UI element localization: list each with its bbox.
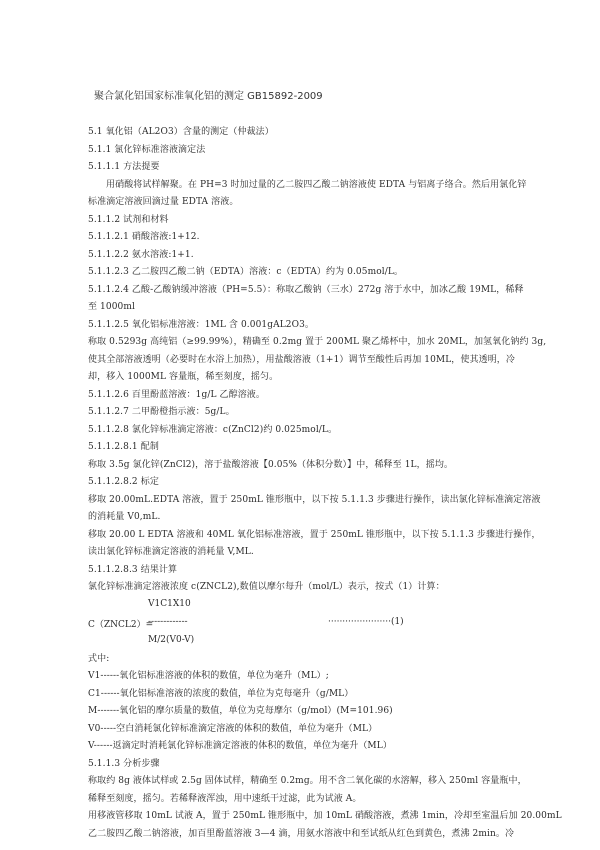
formula-numerator: V1C1X10 xyxy=(148,598,191,609)
paragraph-line: 氯化锌标准滴定溶液浓度 c(ZNCL2),数值以摩尔每升（mol/L）表示，按式（1）计算： xyxy=(88,582,445,592)
paragraph-line: 读出氯化锌标准滴定溶液的消耗量 V,ML. xyxy=(88,547,254,557)
section-heading: 5.1 氧化铝（AL2O3）含量的测定（仲裁法） xyxy=(88,127,274,137)
paragraph-line: 至 1000ml xyxy=(88,302,135,312)
reagent-item: 5.1.1.2.3 乙二胺四乙酸二钠（EDTA）溶液：c（EDTA）约为 0.05mol/L。 xyxy=(88,267,404,277)
paragraph-line: 用移液管移取 10mL 试液 A，置于 250mL 锥形瓶中，加 10mL 硝酸溶液，煮沸 1min，冷却至室温后加 20.00mL xyxy=(88,811,562,821)
legend-item: C1------氧化铝标准溶液的浓度的数值，单位为克每毫升（g/ML） xyxy=(88,688,354,699)
formula-denominator: M/2(V0-V) xyxy=(148,634,195,645)
reagent-item: 5.1.1.2.8 氯化锌标准滴定溶液：c(ZnCl2)约 0.025mol/L。 xyxy=(88,424,338,435)
reagent-item: 5.1.1.2.5 氧化铝标准溶液：1ML 含 0.001gAL2O3。 xyxy=(88,319,315,330)
reagent-item: 5.1.1.2.1 硝酸溶液:1+12. xyxy=(88,232,200,242)
paragraph-line: 标准滴定溶液回滴过量 EDTA 溶液。 xyxy=(88,197,239,207)
paragraph-line: 乙二胺四乙酸二钠溶液，加百里酚蓝溶液 3—4 滴，用氨水溶液中和至试纸从红色到黄色，煮沸 2min。冷 xyxy=(88,828,515,839)
paragraph-line: 使其全部溶液透明（必要时在水浴上加热），用盐酸溶液（1+1）调节至酸性后再加 10ML，使其透明，冷 xyxy=(88,354,516,365)
paragraph-line: 移取 20.00 L EDTA 溶液和 40ML 氧化铝标准溶液，置于 250mL 锥形瓶中，以下按 5.1.1.3 步骤进行操作， xyxy=(88,529,541,540)
formula-fraction-bar: ------------- xyxy=(148,616,188,627)
subsection-heading: 5.1.1 氯化锌标准溶液滴定法 xyxy=(88,144,206,155)
formula-lhs: C（ZNCL2）= xyxy=(88,619,154,630)
document-body xyxy=(88,124,562,843)
formula-equation-number: ······················(1) xyxy=(328,616,404,627)
reagent-item: 5.1.1.2.2 氨水溶液:1+1. xyxy=(88,249,194,260)
clause-heading: 5.1.1.3 分析步骤 xyxy=(88,758,160,769)
document-title: 聚合氯化铝国家标准氧化铝的测定 GB15892-2009 xyxy=(94,91,323,102)
clause-heading: 5.1.1.1 方法提要 xyxy=(88,162,160,172)
clause-heading: 5.1.1.2.8.1 配制 xyxy=(88,442,159,452)
legend-item: V1------氧化铝标准溶液的体积的数值，单位为毫升（ML）; xyxy=(88,671,329,681)
paragraph-line: 称取 3.5g 氯化锌(ZnCl2)，溶于盐酸溶液【0.05%（体积分数）】中，稀释至 1L，摇均。 xyxy=(88,459,454,470)
legend-item: M-------氧化铝的摩尔质量的数值，单位为克每摩尔（g/mol）(M=101.96) xyxy=(88,706,393,716)
reagent-item: 5.1.1.2.7 二甲酚橙指示液：5g/L。 xyxy=(88,407,235,417)
reagent-item: 5.1.1.2.4 乙酸-乙酸钠缓冲溶液（PH=5.5）：称取乙酸钠（三水）272g 溶于水中，加冰乙酸 19ML，稀释 xyxy=(88,284,524,295)
legend-heading: 式中: xyxy=(88,653,110,664)
formula-block xyxy=(88,597,528,651)
paragraph-line: 称取约 8g 液体试样或 2.5g 固体试样，精确至 0.2mg。用不含二氧化碳的水溶解，移入 250ml 容量瓶中， xyxy=(88,776,527,786)
paragraph-line: 称取 0.5293g 高纯铝（≥99.99%），精确至 0.2mg 置于 200ML 聚乙烯杯中，加水 20ML，加氢氧化钠约 3g, xyxy=(88,337,547,347)
legend-item: V0-----空白消耗氯化锌标准滴定溶液的体积的数值，单位为毫升（ML） xyxy=(88,723,378,734)
clause-heading: 5.1.1.2 试剂和材料 xyxy=(88,214,169,225)
paragraph-line: 却，移入 1000ML 容量瓶，稀至刻度，摇匀。 xyxy=(88,372,279,382)
paragraph-line: 稀释至刻度，摇匀。若稀释液浑浊，用中速纸干过滤，此为试液 A。 xyxy=(88,793,362,804)
paragraph-line: 移取 20.00mL.EDTA 溶液，置于 250mL 锥形瓶中，以下按 5.1.1.3 步骤进行操作，读出氯化锌标准滴定溶液 xyxy=(88,494,541,505)
paragraph-line: 用硝酸将试样解聚。在 PH=3 时加过量的乙二胺四乙酸二钠溶液使 EDTA 与铝离子络合。然后用氯化锌 xyxy=(106,179,527,190)
reagent-item: 5.1.1.2.6 百里酚蓝溶液：1g/L 乙醇溶液。 xyxy=(88,389,265,400)
paragraph-line: 的消耗量 V0,mL. xyxy=(88,512,161,522)
clause-heading: 5.1.1.2.8.3 结果计算 xyxy=(88,564,178,575)
legend-item: V------返滴定时消耗氯化锌标准滴定溶液的体积的数值，单位为毫升（ML） xyxy=(88,741,392,751)
clause-heading: 5.1.1.2.8.2 标定 xyxy=(88,477,159,487)
